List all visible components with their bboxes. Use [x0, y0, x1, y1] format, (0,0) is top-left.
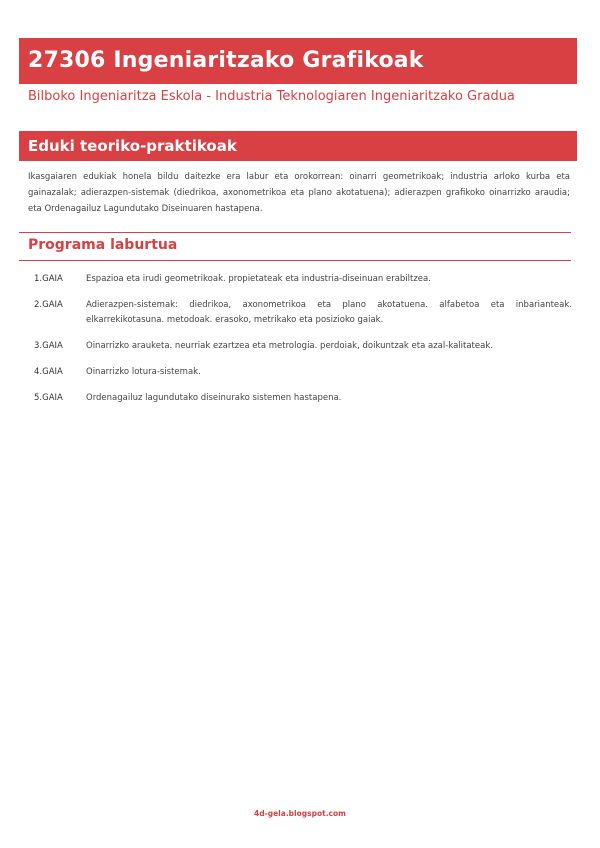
- page-subtitle: Bilboko Ingeniaritza Eskola - Industria Teknologiaren Ingeniaritzako Gradua: [28, 89, 515, 104]
- content-section-text: Ikasgaiaren edukiak honela bildu daitezke era labur eta orokorrean: oinarri geometrikoak; industria arloko kurba eta gainazalak; adierazpen-sistemak (diedrikoa, axonometrikoa eta plano akotatuena); adierazpen grafikoko oinarrizko araudia; eta Ordenagailuz Lagundutako Diseinuaren hastapena.: [28, 172, 570, 214]
- topic-number: 2.GAIA: [34, 300, 63, 310]
- topic-text: Oinarrizko lotura-sistemak.: [86, 367, 201, 377]
- footer-link[interactable]: 4d-gela.blogspot.com: [254, 809, 346, 818]
- topic-number: 3.GAIA: [34, 341, 63, 351]
- topic-number: 4.GAIA: [34, 367, 63, 377]
- topic-text: Oinarrizko arauketa. neurriak ezartzea eta metrologia. perdoiak, doikuntzak eta azal-kalitateak.: [86, 341, 493, 351]
- content-section-banner: [19, 131, 577, 161]
- program-top-divider: [19, 232, 571, 233]
- topic-text: Espazioa eta irudi geometrikoak. propietateak eta industria-diseinuan erabiltzea.: [86, 274, 431, 284]
- program-heading: Programa laburtua: [28, 237, 178, 253]
- list-item: [34, 298, 572, 328]
- topic-number: 5.GAIA: [34, 393, 63, 403]
- list-item: [34, 339, 572, 354]
- topic-number: 1.GAIA: [34, 274, 63, 284]
- topic-list: [34, 272, 572, 417]
- content-section-heading: Eduki teoriko-praktikoak: [28, 137, 237, 155]
- page-title: 27306 Ingeniaritzako Grafikoak: [28, 48, 424, 73]
- list-item: [34, 391, 572, 406]
- list-item: [34, 272, 572, 287]
- topic-text: Adierazpen-sistemak: diedrikoa, axonometrikoa eta plano akotatuena. alfabetoa eta inbarianteak. elkarrekikotasuna. metodoak. erasoko, metrikako eta posizioko gaiak.: [86, 300, 572, 325]
- topic-text: Ordenagailuz lagundutako diseinurako sistemen hastapena.: [86, 393, 342, 403]
- list-item: [34, 365, 572, 380]
- title-banner: [19, 38, 577, 84]
- program-bottom-divider: [19, 260, 571, 261]
